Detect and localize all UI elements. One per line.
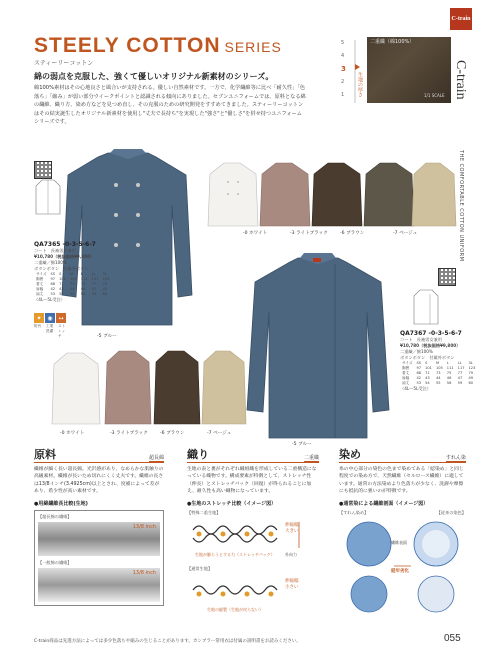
dye-cross-section-diagram xyxy=(339,516,466,616)
page-number: 055 xyxy=(444,633,461,644)
coat-qa7367-brown xyxy=(152,348,202,426)
size-cell: 袖丈 xyxy=(402,381,410,385)
size-cell: 111 xyxy=(80,277,88,281)
series-katakana: スティーリーコットン xyxy=(34,60,94,67)
color-caption: -3 ライトブラック xyxy=(110,431,148,436)
size-cell: 49 xyxy=(468,376,474,380)
feature-icons xyxy=(34,313,67,323)
size-cell: 46 xyxy=(446,376,452,380)
thickness-marker-icon xyxy=(355,64,360,70)
size-cell: 101 xyxy=(425,366,432,370)
catch-copy: 綿の弱点を克服した、強くて優しいオリジナル新素材のシリーズ。 xyxy=(34,72,274,81)
thickness-tick: 2 xyxy=(341,79,345,85)
panel-label: 【一般綿の繊維】 xyxy=(38,559,72,565)
size-cell: 3L xyxy=(468,361,473,365)
panel-label: 【すれん染め】 xyxy=(339,509,369,515)
center-label: 繊維表面 xyxy=(391,539,407,545)
size-cell: 123 xyxy=(102,277,110,281)
product-material: 二重織／綿100% xyxy=(400,349,433,354)
brand-vertical-logo: C-train xyxy=(453,60,468,100)
coat-qa7365-olive xyxy=(362,160,416,228)
size-cell: 肩幅 xyxy=(402,376,410,380)
size-cell: 3L xyxy=(102,272,107,276)
size-cell: M xyxy=(435,361,440,365)
industrial-wash-icon: ◉ xyxy=(45,313,55,323)
size-cell: 97 xyxy=(50,277,56,281)
intro-text: 綿100%素材はその心地良さと風合いが支持される。優しい自然素材です。一方で、化学繊維等に比べ「耐久性」「色落ち」「縮み」が弱い部分ウイークポイントと認識される傾向にありました。セブンユニフォームでは、原料となる綿の繊維、織り方、染め方などを見つめ直し、その克服のための研究開発をすすめてきました。スティーリーコットンはその結実誕生したオリジナル新素材を使用し"丈夫で長持ち"を実現した"強さ"と"優しさ"を併せ持つユニフォームシリーズです。 xyxy=(34,85,306,126)
size-note: （4L〜5L受注） xyxy=(400,386,431,391)
product-type: コート 長袖男女兼用 xyxy=(34,248,76,253)
size-cell: 73 xyxy=(435,371,441,375)
size-table xyxy=(400,361,477,386)
section-material xyxy=(34,446,164,606)
section-tag: 二重織 xyxy=(303,455,319,461)
force-label: 外向力 xyxy=(285,551,297,557)
long-fiber-image xyxy=(38,522,160,556)
size-cell: 123 xyxy=(468,366,476,370)
coat-qa7367-beige xyxy=(200,348,248,426)
color-caption: -6 ブラウン xyxy=(160,431,185,436)
product-code: QA7365 -0-3-5-6-7 xyxy=(34,241,96,248)
thickness-ticks xyxy=(341,37,346,102)
section-subtitle: ●生地のストレッチ比較（イメージ図） xyxy=(187,500,277,507)
stretch-note: 生地が膨らうとする力（ストレッチバック） xyxy=(195,551,275,557)
stretch-diagram xyxy=(187,510,319,616)
thickness-tick: 5 xyxy=(341,40,345,46)
coat-qa7365-beige xyxy=(410,160,458,228)
size-cell: 54 xyxy=(425,381,430,385)
size-cell: S xyxy=(425,361,428,365)
size-cell: 肩幅 xyxy=(36,287,44,291)
size-cell: 60 xyxy=(102,292,108,296)
coat-qa7367-white xyxy=(50,350,102,426)
coat-qa7367-blue xyxy=(243,250,393,440)
size-cell: SS xyxy=(50,272,56,276)
brand-tagline: THE COMFORTABLE COTTON UNIFORM xyxy=(458,150,464,262)
size-cell: LL xyxy=(457,361,462,365)
product-option: ボタンボタン 付属外ボタン xyxy=(400,355,455,360)
thickness-tick-selected: 3 xyxy=(341,65,346,73)
size-cell: 68 xyxy=(50,282,56,286)
size-cell: LL xyxy=(91,272,96,276)
stretch-icon: ↔ xyxy=(56,313,66,323)
arrow-label: 伸縮幅小さい xyxy=(285,578,299,590)
size-cell: 105 xyxy=(435,366,443,370)
section-text: 繊維が細く長い超長綿。光沢感があり、なめらかな肌触りの高級素材。繊維が長いため切れにくく丈夫です。繊維の長さは13/8インチ(3.4925cm)以上とされ、度補によって差があり、希少性が高い素材です。 xyxy=(34,467,164,495)
short-fiber-image xyxy=(38,568,160,602)
panel-label: 【超長綿の繊維】 xyxy=(38,513,72,519)
size-cell: 73 xyxy=(69,282,75,286)
color-caption: -7 ベージュ xyxy=(393,231,418,236)
size-cell: 53 xyxy=(416,381,422,385)
fiber-length-label: 13/8 inch xyxy=(132,523,156,530)
thickness-label: 生地の厚さ xyxy=(357,72,363,97)
feature-labels xyxy=(34,324,68,339)
size-cell: 47 xyxy=(91,287,97,291)
panel-label: 【特殊二重生地】 xyxy=(187,509,221,515)
size-cell: 59 xyxy=(457,381,463,385)
swatch-label: 二重織（綿100%） xyxy=(370,39,415,45)
size-cell: 59 xyxy=(91,292,97,296)
brand-logo: C-train xyxy=(450,8,472,30)
feature-label: 防汚 xyxy=(34,324,42,328)
section-subtitle: ●通常染による繊維剖面（イメージ図） xyxy=(339,500,429,507)
fiber-length-label: 13/8 inch xyxy=(132,569,156,576)
stain-resistant-icon: ✦ xyxy=(34,313,44,323)
size-cell: 71 xyxy=(59,282,64,286)
size-cell: 胸囲 xyxy=(402,366,410,370)
color-caption: -6 ブラウン xyxy=(340,231,365,236)
product-option: ボタンボタン 付属外ボタン xyxy=(34,266,89,271)
thickness-tick: 4 xyxy=(341,53,345,59)
size-cell: M xyxy=(69,272,74,276)
qa7367-line-drawing xyxy=(412,288,440,326)
size-cell: 75 xyxy=(446,371,452,375)
size-cell: 42 xyxy=(50,287,56,291)
size-cell: 101 xyxy=(59,277,66,281)
fiber-compare-box xyxy=(34,510,164,606)
product-code: QA7367 -0-3-5-6-7 xyxy=(400,330,462,337)
section-dyeing xyxy=(339,446,466,620)
size-cell: 71 xyxy=(425,371,430,375)
section-tag: 超長綿 xyxy=(148,455,164,461)
section-text: 糸の中心部分の染色の色まで染めてある「綛染め」と同じ程度での染め方で、天然繊維（セルロース繊維）に適しています。通常の方法染めより色落ちが少なく、洗濯や摩擦にも抵抗的に強いのが特徴です。 xyxy=(339,467,464,495)
size-cell: 袖丈 xyxy=(36,292,44,296)
size-cell: 68 xyxy=(416,371,422,375)
color-caption: -5 ブルー xyxy=(292,442,312,447)
size-cell: 77 xyxy=(457,371,463,375)
size-cell: 44 xyxy=(435,376,441,380)
size-table xyxy=(34,272,111,297)
size-cell: L xyxy=(446,361,449,365)
product-price: ¥10,780（税抜価格¥9,800） xyxy=(400,343,461,348)
product-type: コート 長袖男女兼用 xyxy=(400,337,442,342)
section-subtitle: ●用綿繊維長比較(生地) xyxy=(34,500,88,507)
size-cell: 55 xyxy=(69,292,75,296)
section-title: 織り xyxy=(187,448,209,461)
size-cell: 53 xyxy=(50,292,56,296)
size-cell: 77 xyxy=(91,282,97,286)
coat-qa7365-lightblack xyxy=(258,160,312,228)
coat-qa7365-white xyxy=(206,160,260,228)
size-cell: 58 xyxy=(446,381,452,385)
footnote: C-train商品は先進方法によっては多少色落ちや縮みの生じることがあります。カンブラー常用衣は付属の説明書をお読みください。 xyxy=(34,639,301,644)
section-title: 染め xyxy=(339,448,361,461)
section-text: 生地の表と裏がそれぞれ織組織を形成している二重構造になっている織物です。構成要素が特徴として、ストレッチ性（伸長）とストレッチバック（回復）が得られることに加え、耐久性も高い織物になっています。 xyxy=(187,467,317,495)
size-cell: 79 xyxy=(102,282,108,286)
color-caption: -0 ホワイト xyxy=(243,231,268,236)
size-cell: サイズ xyxy=(36,272,47,276)
swatch-scale: 1/1 SCALE xyxy=(424,93,445,98)
size-cell: サイズ xyxy=(402,361,413,365)
arrow-label: 伸縮幅大きい xyxy=(285,522,299,534)
size-cell: 胸囲 xyxy=(36,277,44,281)
qr-code-icon xyxy=(34,161,52,179)
size-cell: L xyxy=(80,272,83,276)
size-cell: S xyxy=(59,272,62,276)
qa7365-line-drawing xyxy=(34,178,62,216)
size-cell: 105 xyxy=(69,277,77,281)
feature-label: 工業洗濯 xyxy=(46,324,54,333)
color-caption: -7 ベージュ xyxy=(207,431,232,436)
qa7367-spec xyxy=(400,330,477,392)
size-cell: 47 xyxy=(457,376,463,380)
color-caption: -5 ブルー xyxy=(97,334,117,339)
feature-label: ストレッチ xyxy=(58,324,66,338)
bottom-label: 経年劣化 xyxy=(391,568,409,574)
size-cell: 着丈 xyxy=(36,282,44,286)
size-cell: 79 xyxy=(468,371,474,375)
size-cell: 58 xyxy=(80,292,86,296)
qr-code-icon xyxy=(438,268,456,286)
size-cell: 97 xyxy=(416,366,422,370)
section-weave xyxy=(187,446,319,616)
product-material: 二重織／綿100% xyxy=(34,260,67,265)
size-cell: 着丈 xyxy=(402,371,410,375)
size-cell: 44 xyxy=(69,287,75,291)
coat-qa7365-brown xyxy=(310,160,364,228)
coat-qa7367-lightblack xyxy=(103,348,153,426)
size-cell: 43 xyxy=(59,287,64,291)
panel-label: 【通常生地】 xyxy=(187,565,213,571)
size-cell: 42 xyxy=(416,376,422,380)
size-cell: 75 xyxy=(80,282,86,286)
panel-label: 【従来の染色】 xyxy=(436,509,466,515)
size-cell: SS xyxy=(416,361,422,365)
size-cell: 117 xyxy=(457,366,465,370)
size-cell: 46 xyxy=(80,287,86,291)
series-title: STEELY COTTON SERIES xyxy=(34,34,282,57)
size-cell: 43 xyxy=(425,376,430,380)
size-cell: 54 xyxy=(59,292,64,296)
color-caption: -3 ライトブラック xyxy=(290,231,328,236)
stretch-note: 生地の縫製（生地が戻らない） xyxy=(207,606,263,612)
color-caption: -0 ホワイト xyxy=(60,431,85,436)
size-cell: 49 xyxy=(102,287,108,291)
size-note: （4L〜5L受注） xyxy=(34,297,65,302)
product-price: ¥10,780（税抜価格¥9,800） xyxy=(34,254,95,259)
thickness-tick: 1 xyxy=(341,92,345,98)
size-cell: 55 xyxy=(435,381,441,385)
size-cell: 117 xyxy=(91,277,99,281)
size-cell: 111 xyxy=(446,366,454,370)
size-cell: 60 xyxy=(468,381,474,385)
section-tag: すれん染 xyxy=(445,455,466,461)
section-title: 原料 xyxy=(34,448,56,461)
qa7365-spec xyxy=(34,241,111,303)
